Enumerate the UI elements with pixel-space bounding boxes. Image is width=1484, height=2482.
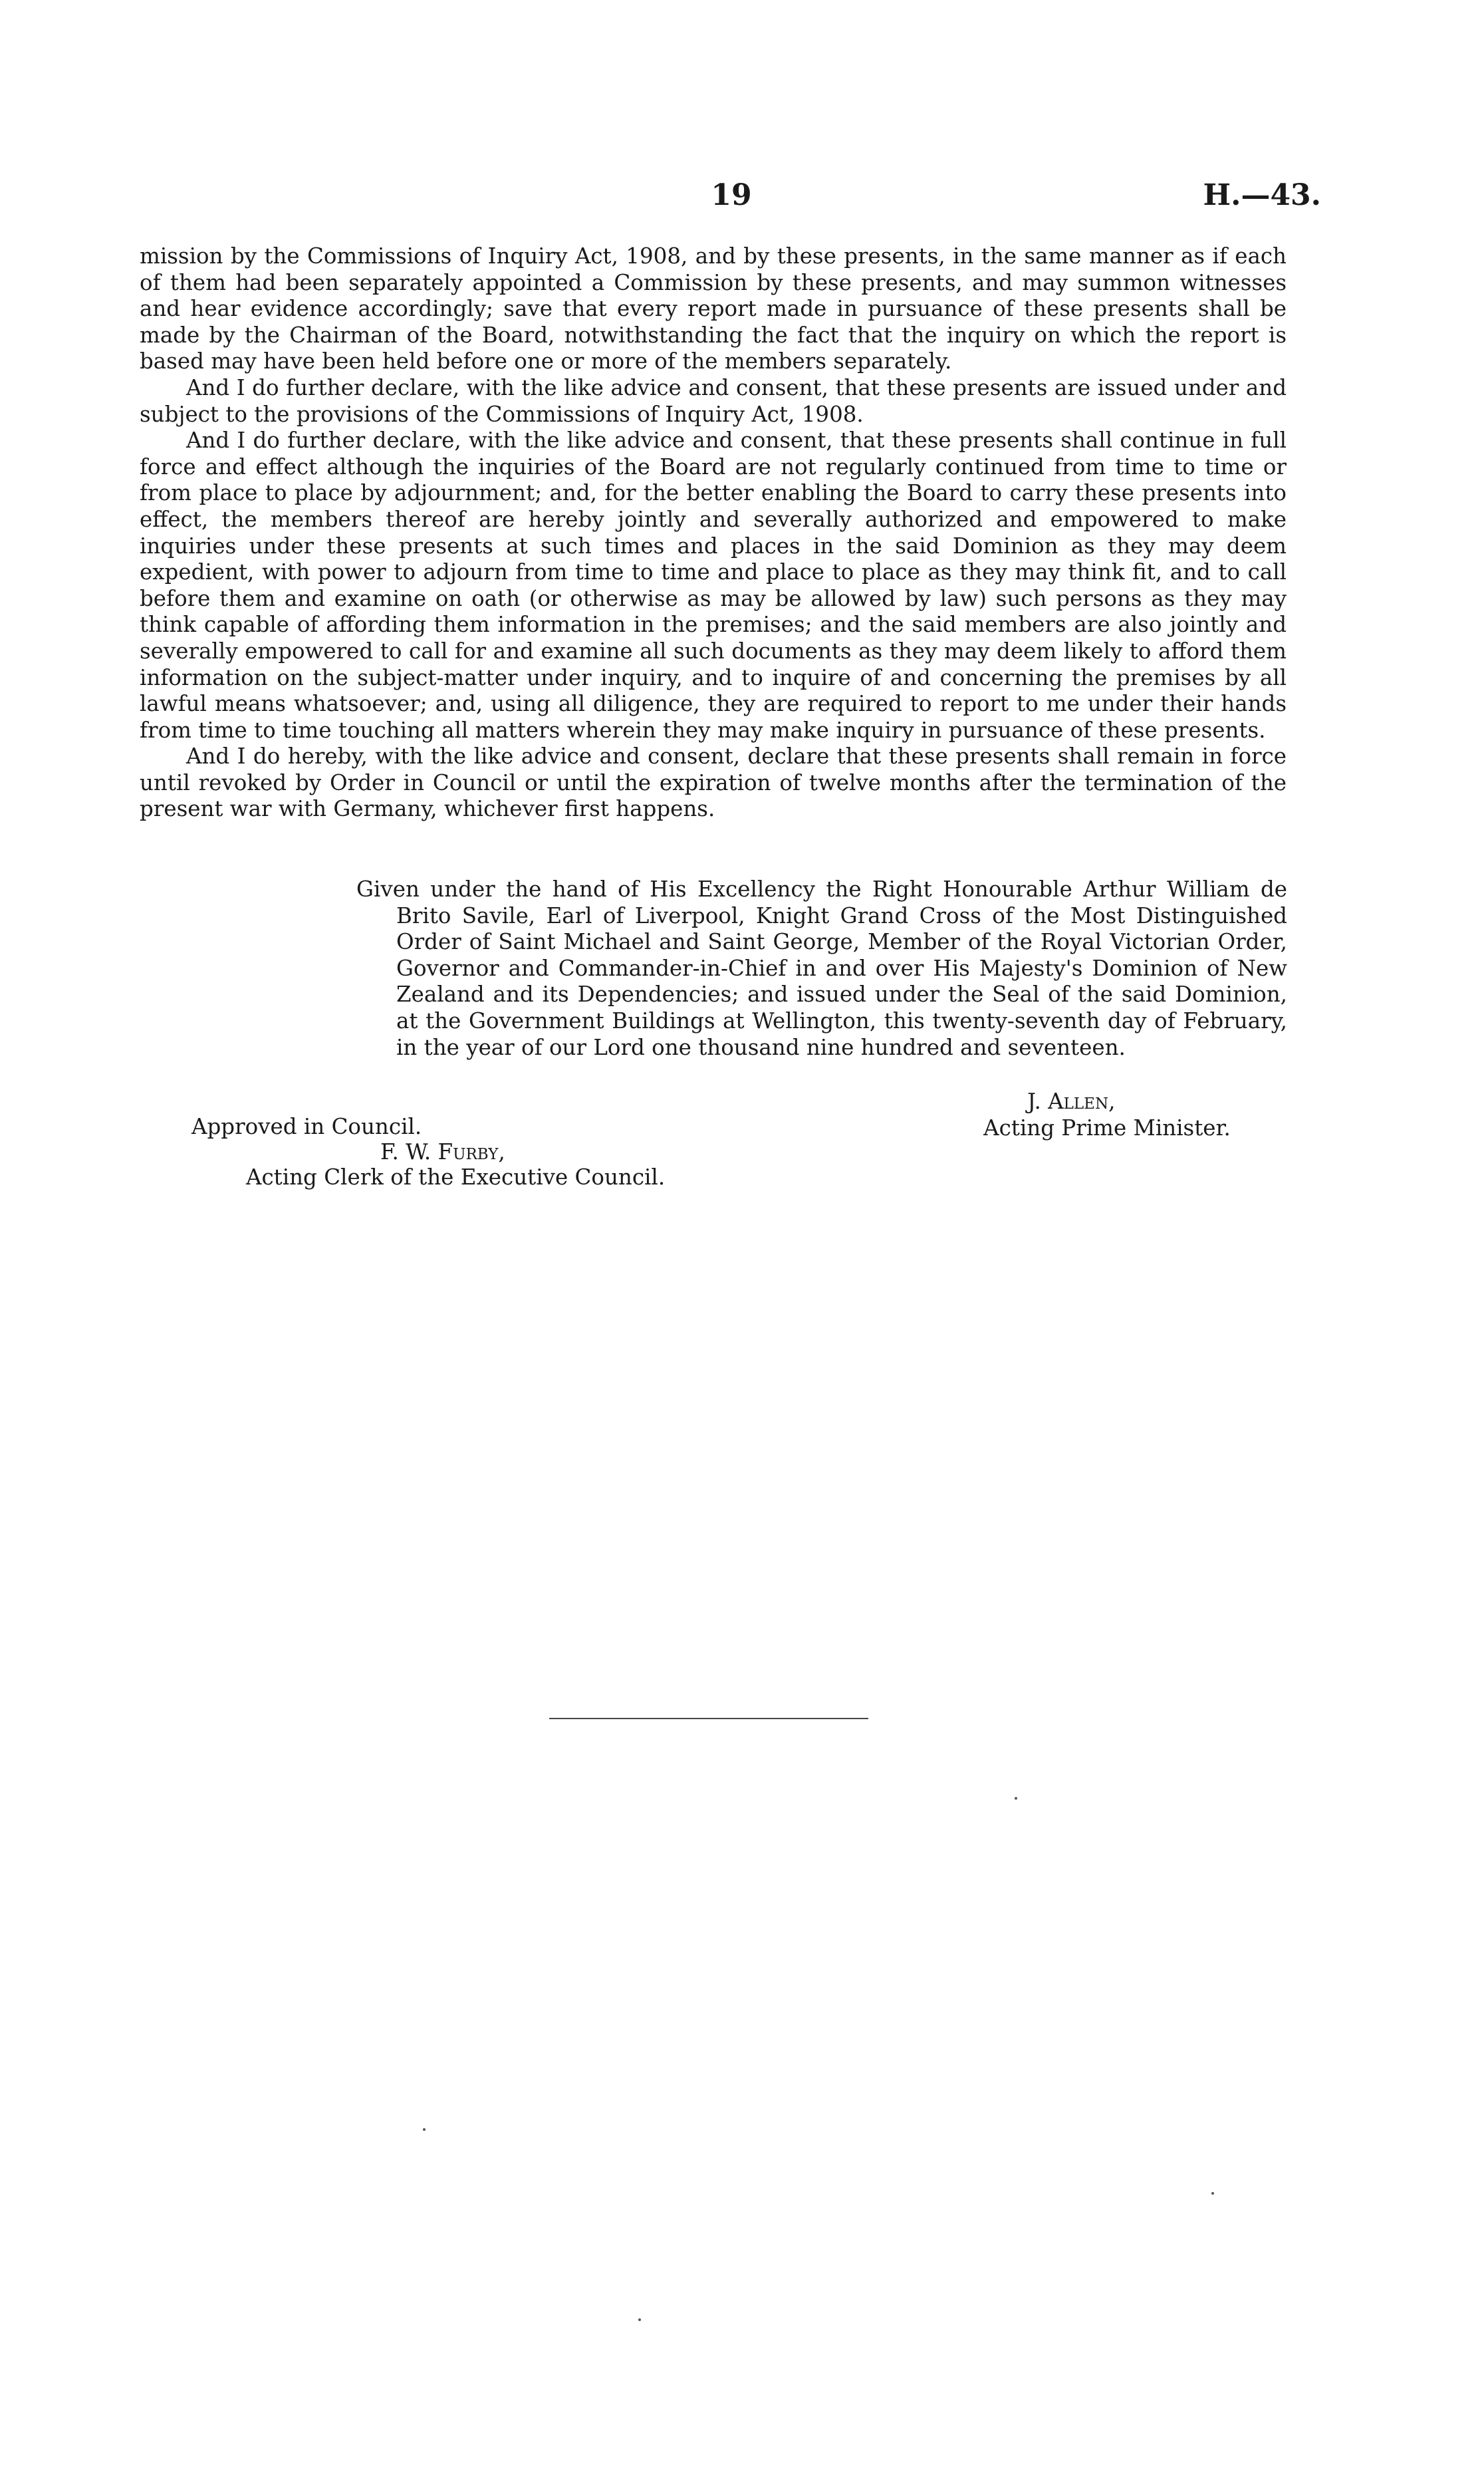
given-under-block: [356, 877, 1287, 1061]
scan-speck: [638, 2318, 641, 2321]
clerk-title: Acting Clerk of the Executive Council.: [246, 1165, 666, 1190]
paragraph-subject-to-act: And I do further declare, with the like advice and consent, that these presents are issued under and subject to the provisions of the Commissions of Inquiry Act, 1908.: [140, 374, 1287, 427]
prime-minister-signature: [928, 1088, 1287, 1141]
page-number: 19: [711, 178, 752, 212]
scan-speck: [1211, 2192, 1214, 2195]
prime-minister-name: J. Allen,: [1027, 1089, 1116, 1114]
clerk-name: F. W. Furby,: [380, 1139, 505, 1165]
body-text: [140, 243, 1287, 823]
document-reference: H.—43.: [1203, 178, 1321, 212]
paragraph-remain-in-force: And I do hereby, with the like advice and consent, declare that these presents shall remain in force until revoked by Order in Council or until the expiration of twelve months after the termination of the present war with Germany, whichever first happens.: [140, 744, 1287, 822]
paragraph-full-force: And I do further declare, with the like advice and consent, that these presents shall continue in full force and effect although the inquiries of the Board are not regularly continued from time to time or from place to place by adjournment; and, for the better enabling the Board to carry these presents into effect, the members thereof are hereby jointly and severally authorized and empowered to make inquiries under these presents at such times and places in the said Dominion as they may deem expedient, with power to adjourn from time to time and place to place as they may think fit, and to call before them and examine on oath (or otherwise as may be allowed by law) such persons as they may think capable of affording them information in the premises; and the said members are also jointly and severally empowered to call for and examine all such documents as they may deem likely to afford them information on the subject-matter under inquiry, and to inquire of and concerning the premises by all lawful means whatsoever; and, using all diligence, they are required to report to me under their hands from time to time touching all matters wherein they may make inquiry in pursuance of these presents.: [140, 428, 1287, 743]
closing-rule: [549, 1718, 868, 1719]
approved-in-council: Approved in Council.: [191, 1114, 422, 1139]
scan-speck: [1015, 1797, 1017, 1800]
given-under-text: Given under the hand of His Excellency the Right Honourable Arthur William de Brito Savile, Earl of Liverpool, Knight Grand Cross of the Most Distinguished Order of Saint Michael and Saint George, Member of the Royal Victorian Order, Governor and Commander-in-Chief in and over His Majesty's Dominion of New Zealand and its Dependencies; and issued under the Seal of the said Dominion, at the Government Buildings at Wellington, this twenty-seventh day of February, in the year of our Lord one thousand nine hundred and seventeen.: [356, 877, 1287, 1060]
scan-speck: [423, 2128, 426, 2131]
paragraph-continuation: mission by the Commissions of Inquiry Act, 1908, and by these presents, in the same manner as if each of them had been separately appointed a Commission by these presents, and may summon witnesses and hear evidence accordingly; save that every report made in pursuance of these presents shall be made by the Chairman of the Board, notwithstanding the fact that the inquiry on which the report is based may have been held before one or more of the members separately.: [140, 243, 1287, 374]
prime-minister-title: Acting Prime Minister.: [983, 1115, 1231, 1141]
